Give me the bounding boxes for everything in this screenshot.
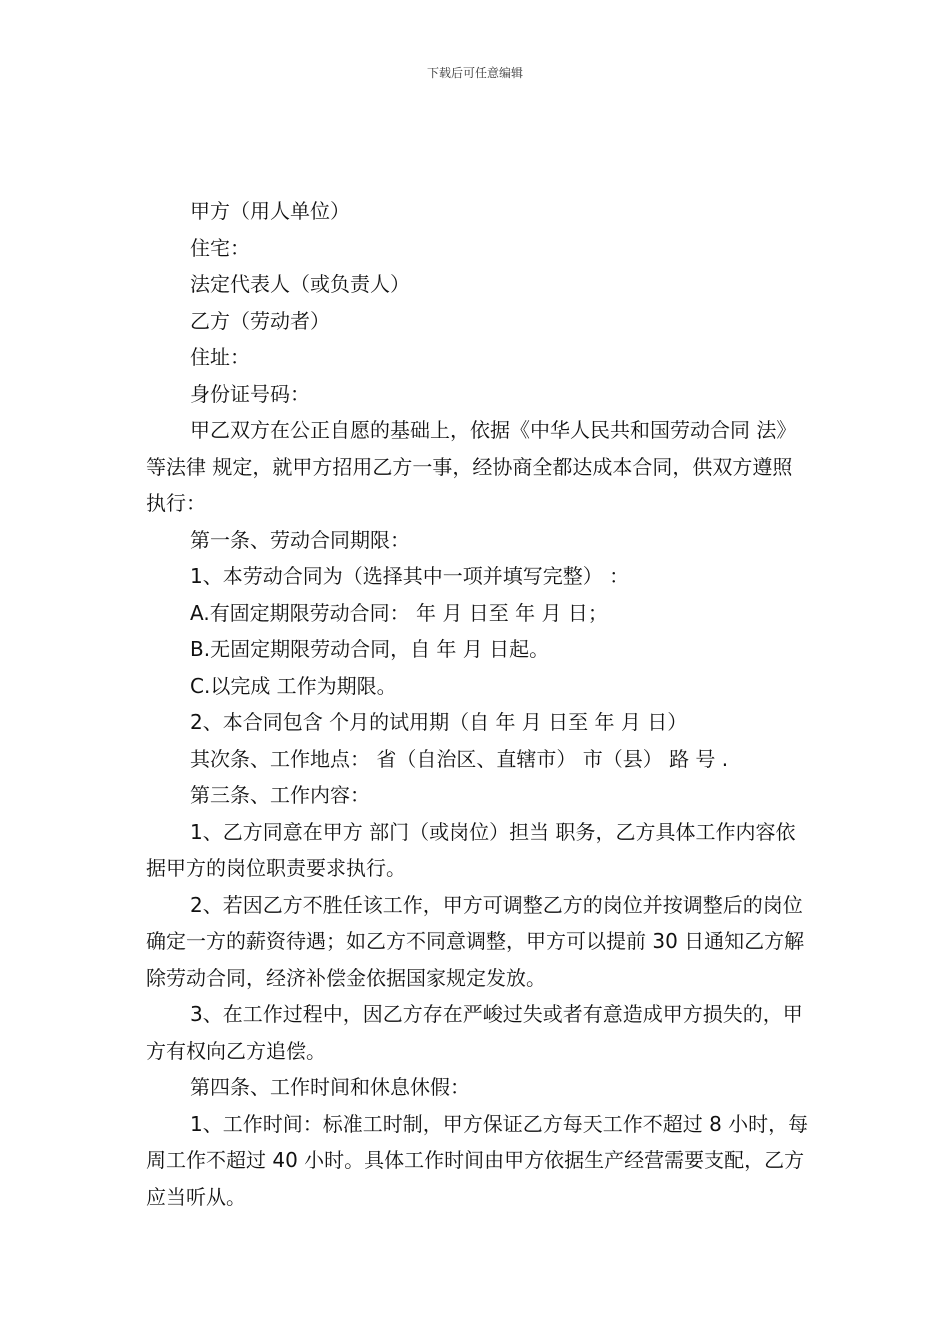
party-b-label: 乙方（劳动者） bbox=[190, 308, 330, 333]
article-2-workplace: 其次条、工作地点： 省（自治区、直辖市） 市（县） 路 号 . bbox=[190, 746, 729, 771]
article-3-clause-1: 1、乙方同意在甲方 部门（或岗位）担当 职务，乙方具体工作内容依据甲方的岗位职责要求执行。 bbox=[146, 819, 796, 880]
article-4-clause-1: 1、工作时间：标准工时制，甲方保证乙方每天工作不超过 8 小时，每周工作不超过 40 小时。具体工作时间由甲方依据生产经营需要支配，乙方应当听从。 bbox=[146, 1111, 809, 1209]
legal-representative: 法定代表人（或负责人） bbox=[190, 272, 410, 296]
page-header: 下载后可任意编辑 bbox=[426, 66, 523, 80]
option-c: C.以完成 工作为期限。 bbox=[190, 673, 397, 698]
article-3-clause-3: 3、在工作过程中，因乙方存在严峻过失或者有意造成甲方损失的，甲方有权向乙方追偿。 bbox=[146, 1002, 803, 1063]
party-a-residence: 住宅： bbox=[190, 235, 250, 260]
id-number: 身份证号码： bbox=[190, 381, 310, 406]
party-b-address: 住址： bbox=[190, 345, 250, 369]
article-3-clause-2: 2、若因乙方不胜任该工作，甲方可调整乙方的岗位并按调整后的岗位确定一方的薪资待遇；如乙方不同意调整，甲方可以提前 30 日通知乙方解除劳动合同，经济补偿金依据国家规定发放。 bbox=[146, 892, 805, 990]
article-3-heading: 第三条、工作内容： bbox=[190, 783, 370, 807]
preamble-paragraph: 甲乙双方在公正自愿的基础上，依据《中华人民共和国劳动合同 法》等法律 规定，就甲方招用乙方一事，经协商全都达成本合同，供双方遵照执行： bbox=[146, 418, 797, 515]
party-a-label: 甲方（用人单位） bbox=[190, 199, 350, 223]
article-1-clause-2: 2、本合同包含 个月的试用期（自 年 月 日至 年 月 日） bbox=[190, 710, 688, 734]
article-1-clause-1: 1、本劳动合同为（选择其中一项并填写完整） ： bbox=[190, 564, 630, 588]
article-1-heading: 第一条、劳动合同期限： bbox=[190, 527, 410, 552]
contract-body bbox=[146, 193, 810, 1215]
article-4-heading: 第四条、工作时间和休息休假： bbox=[190, 1075, 470, 1099]
option-b: B.无固定期限劳动合同，自 年 月 日起。 bbox=[190, 637, 550, 661]
option-a: A.有固定期限劳动合同： 年 月 日至 年 月 日； bbox=[190, 600, 608, 625]
